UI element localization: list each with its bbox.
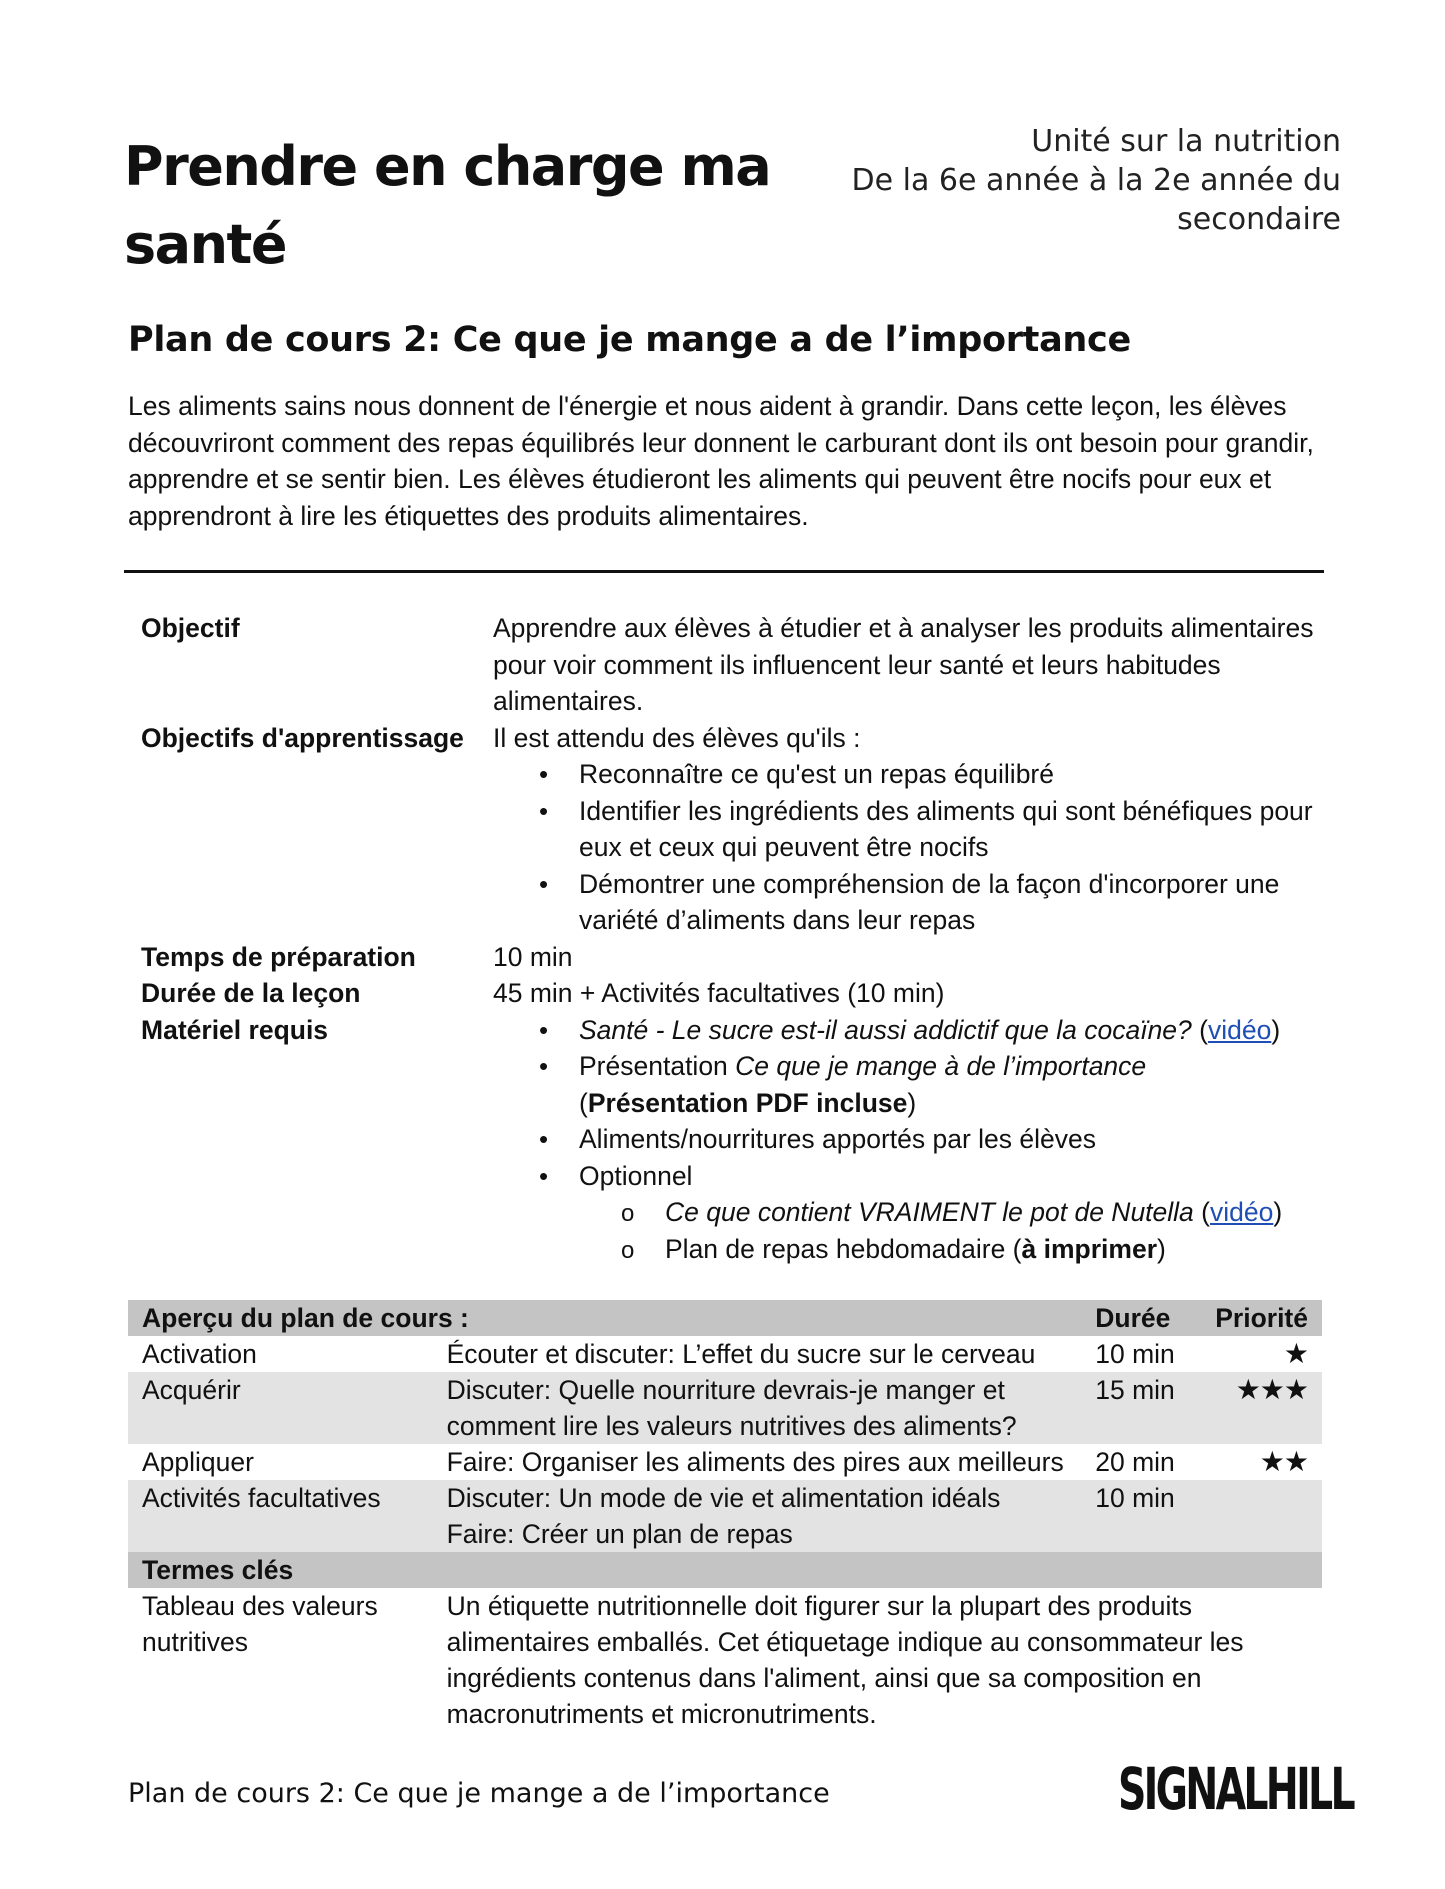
list-item: o Plan de repas hebdomadaire (à imprimer) xyxy=(621,1231,1321,1268)
table-row: Activités facultatives Discuter: Un mode de vie et alimentation idéals Faire: Créer un plan de repas 10 min xyxy=(128,1480,1322,1552)
unit-name: Unité sur la nutrition xyxy=(1031,124,1341,159)
list-item: • Reconnaître ce qu'est un repas équilibré xyxy=(539,756,1321,793)
lesson-duration-value: 45 min + Activités facultatives (10 min) xyxy=(493,978,945,1008)
table-row: Acquérir Discuter: Quelle nourriture devrais-je manger et comment lire les valeurs nutritives des aliments? 15 min ★★★ xyxy=(128,1372,1322,1444)
optional-sublist xyxy=(621,1194,1321,1267)
list-item: • Aliments/nourritures apportés par les élèves xyxy=(539,1121,1321,1158)
main-title xyxy=(124,128,784,284)
priority-stars: ★★★ xyxy=(1201,1372,1322,1444)
video-link[interactable]: vidéo xyxy=(1209,1197,1274,1227)
table-row xyxy=(128,1588,1322,1732)
objective-label: Objectif xyxy=(141,613,240,643)
table-row: Activation Écouter et discuter: L’effet du sucre sur le cerveau 10 min ★ xyxy=(128,1336,1322,1372)
intro-paragraph: Les aliments sains nous donnent de l'énergie et nous aident à grandir. Dans cette leçon, les élèves découvriront comment des repas équilibrés leur donnent le carburant dont ils ont besoin pour grandir, apprendre et se sentir bien. Les élèves étudieront les aliments qui peuvent être nocifs pour eux et apprendront à lire les étiquettes des produits alimentaires. xyxy=(128,391,1314,531)
unit-info xyxy=(781,122,1341,239)
signalhill-logo: SIGNALHILL xyxy=(1118,1755,1353,1823)
list-item: • Présentation Ce que je mange à de l’importance (Présentation PDF incluse) xyxy=(539,1048,1321,1121)
objective-text: Apprendre aux élèves à étudier et à analyser les produits alimentaires pour voir comment ils influencent leur santé et leurs habitudes alimentaires. xyxy=(493,613,1314,716)
main-title-line1: Prendre en charge ma xyxy=(124,135,771,198)
divider xyxy=(124,570,1324,573)
video-link[interactable]: vidéo xyxy=(1207,1014,1272,1045)
list-item: • Démontrer une compréhension de la façon d'incorporer une variété d’aliments dans leur repas xyxy=(539,866,1321,939)
lesson-duration-label: Durée de la leçon xyxy=(141,978,361,1008)
list-item: • Santé - Le sucre est-il aussi addictif que la cocaïne? (vidéo) xyxy=(539,1012,1321,1049)
table-header xyxy=(128,1300,1322,1336)
learning-objectives-row xyxy=(141,720,1321,939)
key-term-definition: Un étiquette nutritionnelle doit figurer sur la plupart des produits alimentaires emballés. Cet étiquetage indique au consommateur les ingrédients contenus dans l'aliment, ainsi que sa composition en macronutriments et micronutriments. xyxy=(446,1591,1244,1729)
priority-header: Priorité xyxy=(1201,1300,1322,1336)
learning-objectives-label: Objectifs d'apprentissage xyxy=(141,722,464,753)
list-item: • Optionnel o Ce que contient VRAIMENT le pot de Nutella (vidéo) o Plan de repas hebdomadaire (à imprimer) xyxy=(539,1158,1321,1268)
grades-line2: secondaire xyxy=(1177,202,1341,237)
materials-label: Matériel requis xyxy=(141,1014,329,1045)
objective-row xyxy=(141,610,1321,720)
lesson-plan-table xyxy=(128,1300,1322,1732)
prep-time-label: Temps de préparation xyxy=(141,941,416,972)
lesson-title: Plan de cours 2: Ce que je mange a de l’importance xyxy=(128,320,1131,360)
materials-list xyxy=(539,1012,1321,1268)
list-item: o Ce que contient VRAIMENT le pot de Nutella (vidéo) xyxy=(621,1194,1321,1231)
learning-intro: Il est attendu des élèves qu'ils : xyxy=(493,722,861,753)
prep-time-value: 10 min xyxy=(493,941,573,972)
table-row: Appliquer Faire: Organiser les aliments des pires aux meilleurs 20 min ★★ xyxy=(128,1444,1322,1480)
key-term: Tableau des valeurs nutritives xyxy=(142,1591,378,1657)
main-title-line2: santé xyxy=(124,213,286,276)
priority-stars: ★★ xyxy=(1259,1446,1308,1477)
footer-text: Plan de cours 2: Ce que je mange a de l’importance xyxy=(128,1778,830,1809)
learning-list xyxy=(539,756,1321,939)
grades-line1: De la 6e année à la 2e année du xyxy=(851,163,1341,198)
key-terms-header: Termes clés xyxy=(128,1552,1322,1588)
lesson-duration-row xyxy=(141,975,1321,1012)
materials-row xyxy=(141,1012,1321,1268)
lesson-details xyxy=(141,610,1321,1267)
list-item: • Identifier les ingrédients des aliments qui sont bénéfiques pour eux et ceux qui peuvent être nocifs xyxy=(539,793,1321,866)
duration-header: Durée xyxy=(1081,1300,1201,1336)
priority-stars: ★ xyxy=(1283,1338,1308,1369)
plan-header-label: Aperçu du plan de cours : xyxy=(128,1300,1081,1336)
prep-time-row xyxy=(141,939,1321,976)
